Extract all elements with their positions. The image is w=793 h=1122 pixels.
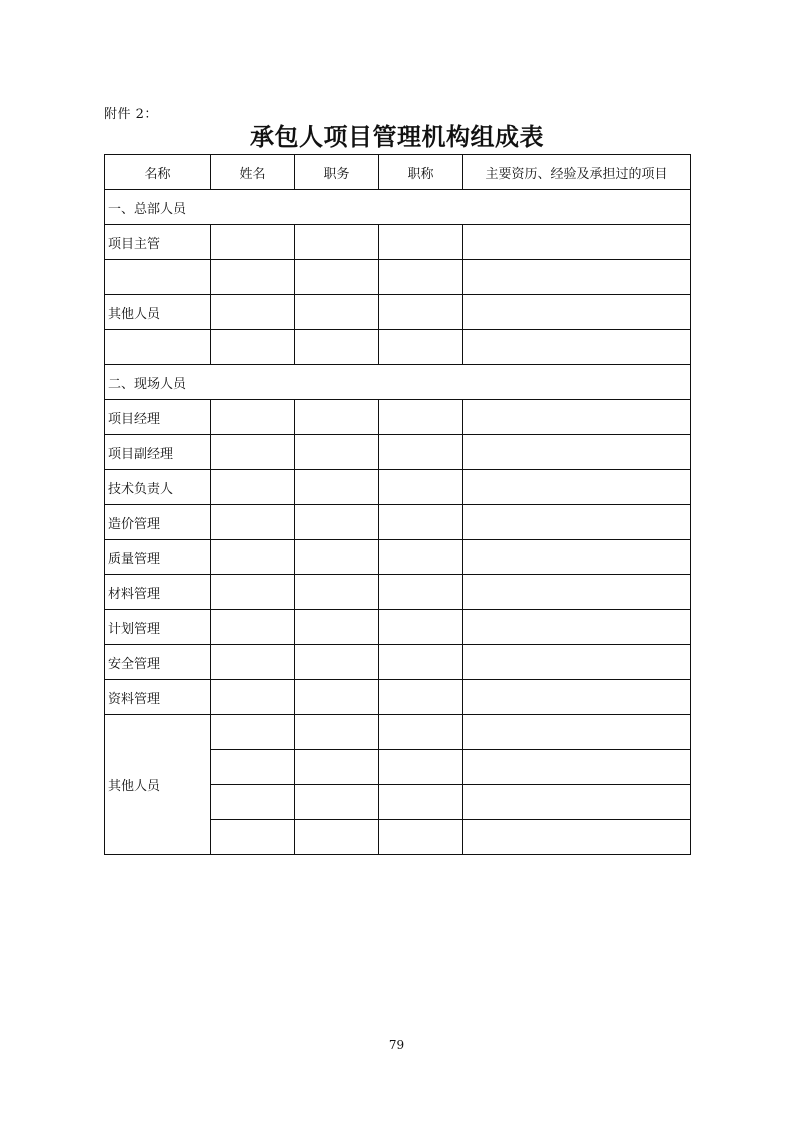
cell-position [295, 645, 379, 680]
row-label: 项目副经理 [105, 435, 211, 470]
row-label [105, 260, 211, 295]
header-position: 职务 [295, 155, 379, 190]
row-label: 项目经理 [105, 400, 211, 435]
cell-title [379, 750, 463, 785]
cell-person-name [211, 435, 295, 470]
cell-experience [463, 470, 691, 505]
cell-position [295, 715, 379, 750]
cell-position [295, 610, 379, 645]
table-row [105, 680, 691, 715]
cell-title [379, 820, 463, 855]
cell-person-name [211, 715, 295, 750]
section-row-site [105, 365, 691, 400]
cell-title [379, 680, 463, 715]
cell-experience [463, 820, 691, 855]
row-label: 资料管理 [105, 680, 211, 715]
header-name: 名称 [105, 155, 211, 190]
cell-experience [463, 295, 691, 330]
header-experience: 主要资历、经验及承担过的项目 [463, 155, 691, 190]
cell-experience [463, 610, 691, 645]
header-title: 职称 [379, 155, 463, 190]
cell-position [295, 470, 379, 505]
cell-title [379, 295, 463, 330]
cell-experience [463, 575, 691, 610]
table-row [105, 575, 691, 610]
cell-person-name [211, 540, 295, 575]
cell-experience [463, 505, 691, 540]
cell-experience [463, 540, 691, 575]
cell-experience [463, 330, 691, 365]
row-label: 安全管理 [105, 645, 211, 680]
cell-title [379, 470, 463, 505]
cell-position [295, 505, 379, 540]
attachment-label: 附件 2： [104, 107, 158, 122]
cell-person-name [211, 820, 295, 855]
cell-position [295, 400, 379, 435]
cell-position [295, 785, 379, 820]
cell-person-name [211, 400, 295, 435]
cell-person-name [211, 610, 295, 645]
cell-title [379, 330, 463, 365]
table-header-row [105, 155, 691, 190]
cell-person-name [211, 470, 295, 505]
cell-position [295, 435, 379, 470]
table-row [105, 645, 691, 680]
cell-title [379, 400, 463, 435]
page-number: 79 [388, 1038, 405, 1052]
page-title: 承包人项目管理机构组成表 [250, 123, 544, 151]
table-row [105, 715, 691, 750]
row-label: 计划管理 [105, 610, 211, 645]
table-row [105, 295, 691, 330]
cell-title [379, 225, 463, 260]
cell-position [295, 820, 379, 855]
table-row [105, 260, 691, 295]
table-row [105, 225, 691, 260]
cell-title [379, 260, 463, 295]
cell-experience [463, 785, 691, 820]
cell-position [295, 225, 379, 260]
cell-experience [463, 260, 691, 295]
cell-position [295, 750, 379, 785]
cell-person-name [211, 295, 295, 330]
table-row [105, 435, 691, 470]
row-label: 造价管理 [105, 505, 211, 540]
table-row [105, 610, 691, 645]
table-row [105, 330, 691, 365]
section-row-head-office [105, 190, 691, 225]
cell-title [379, 435, 463, 470]
row-label-other-staff: 其他人员 [105, 715, 211, 855]
cell-title [379, 645, 463, 680]
table-row [105, 400, 691, 435]
cell-person-name [211, 680, 295, 715]
cell-position [295, 260, 379, 295]
cell-person-name [211, 785, 295, 820]
cell-person-name [211, 260, 295, 295]
cell-person-name [211, 750, 295, 785]
cell-person-name [211, 225, 295, 260]
cell-person-name [211, 645, 295, 680]
section-heading-site: 二、现场人员 [105, 365, 691, 400]
cell-position [295, 295, 379, 330]
cell-experience [463, 645, 691, 680]
row-label [105, 330, 211, 365]
cell-title [379, 610, 463, 645]
organization-table [104, 154, 691, 855]
section-heading-head-office: 一、总部人员 [105, 190, 691, 225]
row-label: 项目主管 [105, 225, 211, 260]
cell-person-name [211, 575, 295, 610]
cell-experience [463, 680, 691, 715]
cell-position [295, 330, 379, 365]
cell-experience [463, 435, 691, 470]
table-row [105, 470, 691, 505]
cell-person-name [211, 505, 295, 540]
cell-title [379, 715, 463, 750]
cell-title [379, 505, 463, 540]
cell-experience [463, 750, 691, 785]
cell-title [379, 785, 463, 820]
row-label: 材料管理 [105, 575, 211, 610]
table-row [105, 540, 691, 575]
table-row [105, 505, 691, 540]
cell-title [379, 575, 463, 610]
cell-experience [463, 715, 691, 750]
cell-title [379, 540, 463, 575]
row-label: 其他人员 [105, 295, 211, 330]
cell-position [295, 680, 379, 715]
row-label: 技术负责人 [105, 470, 211, 505]
cell-person-name [211, 330, 295, 365]
cell-position [295, 575, 379, 610]
cell-position [295, 540, 379, 575]
row-label: 质量管理 [105, 540, 211, 575]
header-person-name: 姓名 [211, 155, 295, 190]
cell-experience [463, 400, 691, 435]
cell-experience [463, 225, 691, 260]
